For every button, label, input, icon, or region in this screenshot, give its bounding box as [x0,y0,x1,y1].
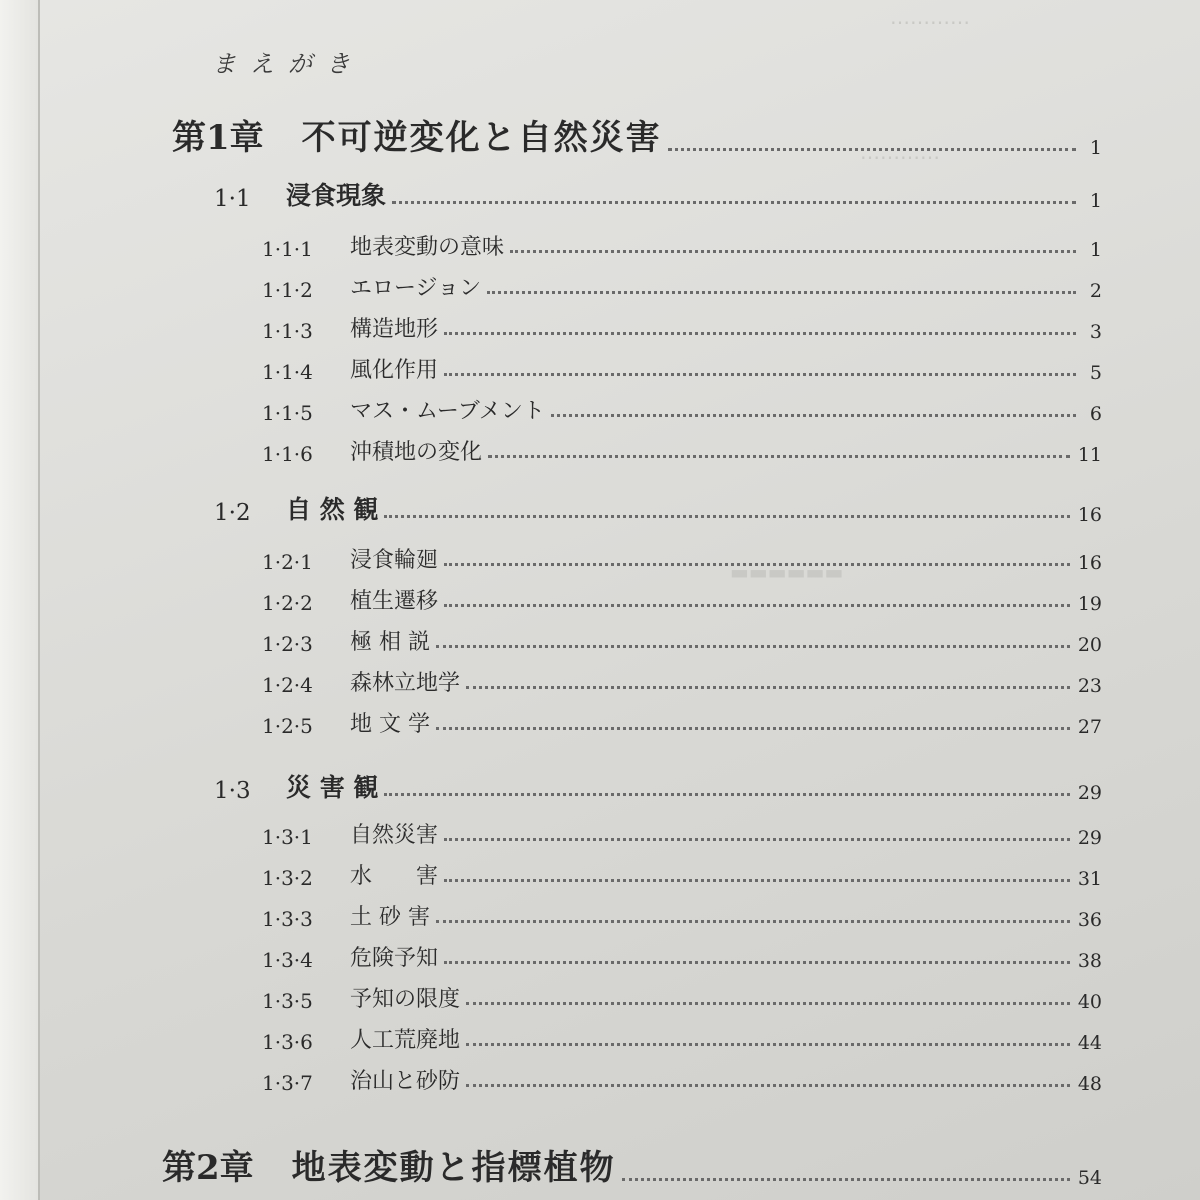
entry-page: 20 [1077,634,1102,656]
dot-leader [392,201,1076,204]
entry-page: 2 [1089,280,1102,302]
dot-leader [551,414,1076,417]
entry-page: 1 [1089,239,1102,261]
entry-page: 19 [1077,593,1102,615]
toc-subsection[interactable] [262,543,1102,574]
entry-title: 水 害 [350,864,439,889]
dot-leader [444,332,1076,335]
dot-leader [444,373,1076,376]
entry-number: 1·2·5 [262,714,313,738]
toc-subsection[interactable] [262,584,1102,615]
entry-title: 構造地形 [350,317,439,342]
entry-number: 1·3·4 [262,948,313,972]
toc-chapter-2[interactable] [162,1140,1102,1189]
toc-subsection[interactable] [262,982,1102,1013]
facing-page-edge [0,0,40,1200]
entry-number: 1·2·2 [262,591,313,615]
entry-title: 自然災害 [350,823,439,848]
toc-chapter-1[interactable] [172,110,1102,159]
entry-number: 1·3 [214,778,251,804]
entry-title: 地 文 学 [350,712,430,737]
dot-leader [436,920,1070,923]
entry-page: 23 [1077,675,1102,697]
toc-subsection[interactable] [262,859,1102,890]
entry-page: 11 [1077,444,1102,466]
dot-leader [488,455,1070,458]
entry-number: 1·1·2 [262,278,313,302]
toc-subsection[interactable] [262,900,1102,931]
toc-subsection[interactable] [262,941,1102,972]
entry-title: 地表変動と指標植物 [291,1148,616,1188]
toc-subsection[interactable] [262,1064,1102,1095]
entry-number: 1·1·6 [262,442,313,466]
dot-leader [668,148,1076,151]
dot-leader [466,1043,1070,1046]
dot-leader [466,1002,1070,1005]
entry-title: 極 相 説 [350,630,430,655]
entry-number: 1·3·6 [262,1030,313,1054]
entry-number: 1·2·4 [262,673,313,697]
entry-page: 44 [1077,1032,1102,1054]
entry-page: 3 [1089,321,1102,343]
entry-title: 災 害 観 [286,773,379,802]
entry-title: 植生遷移 [350,589,439,614]
toc-subsection[interactable] [262,435,1102,466]
entry-page: 1 [1089,190,1102,212]
toc-subsection[interactable] [262,666,1102,697]
entry-page: 54 [1077,1167,1102,1189]
toc-subsection[interactable] [262,1023,1102,1054]
entry-title: 浸食輪廻 [350,548,439,573]
bleed-through-text: ▬▬▬▬▬▬ [730,560,844,584]
dot-leader [510,250,1076,253]
toc-subsection[interactable] [262,394,1102,425]
dot-leader [466,1084,1070,1087]
entry-page: 16 [1077,552,1102,574]
toc-subsection[interactable] [262,353,1102,384]
dot-leader [622,1178,1070,1181]
dot-leader [444,961,1070,964]
dot-leader [466,686,1070,689]
toc-subsection[interactable] [262,818,1102,849]
preface-entry[interactable]: まえがき [212,50,364,78]
dot-leader [444,563,1070,566]
entry-title: エロージョン [350,276,482,301]
entry-page: 1 [1089,137,1102,159]
entry-title: 人工荒廃地 [350,1028,461,1053]
entry-page: 36 [1077,909,1102,931]
toc-subsection[interactable] [262,625,1102,656]
entry-page: 29 [1077,827,1102,849]
toc-subsection[interactable] [262,312,1102,343]
entry-title: 自 然 観 [286,495,379,524]
toc-section[interactable] [214,490,1102,526]
toc-subsection[interactable] [262,707,1102,738]
entry-page: 48 [1077,1073,1102,1095]
entry-page: 40 [1077,991,1102,1013]
entry-page: 6 [1089,403,1102,425]
entry-number: 1·1·5 [262,401,313,425]
bleed-through-text: ⋯⋯⋯⋯ [890,10,970,34]
entry-number: 1·1·4 [262,360,313,384]
entry-number: 1·3·5 [262,989,313,1013]
toc-subsection[interactable] [262,271,1102,302]
entry-title: 浸食現象 [286,181,387,210]
entry-title: 治山と砂防 [350,1069,461,1094]
entry-number: 第1章 [172,118,264,158]
dot-leader [436,727,1070,730]
dot-leader [444,604,1070,607]
dot-leader [384,793,1069,796]
dot-leader [444,838,1070,841]
entry-title: 予知の限度 [350,987,461,1012]
entry-number: 1·3·2 [262,866,313,890]
entry-title: 地表変動の意味 [350,235,505,260]
toc-section[interactable] [214,768,1102,804]
entry-number: 1·1·3 [262,319,313,343]
dot-leader [384,515,1069,518]
entry-number: 1·3·1 [262,825,313,849]
entry-number: 1·2·3 [262,632,313,656]
entry-page: 38 [1077,950,1102,972]
entry-page: 27 [1077,716,1102,738]
dot-leader [436,645,1070,648]
entry-page: 31 [1077,868,1102,890]
entry-title: 風化作用 [350,358,439,383]
entry-page: 16 [1077,504,1102,526]
dot-leader [444,879,1070,882]
entry-number: 1·1·1 [262,237,313,261]
entry-number: 1·2·1 [262,550,313,574]
entry-title: 危険予知 [350,946,439,971]
dot-leader [487,291,1076,294]
entry-page: 5 [1089,362,1102,384]
entry-number: 1·3·3 [262,907,313,931]
entry-title: 土 砂 害 [350,905,430,930]
entry-number: 第2章 [162,1148,254,1188]
entry-title: 森林立地学 [350,671,461,696]
entry-number: 1·1 [214,186,251,212]
entry-number: 1·2 [214,500,251,526]
entry-title: 沖積地の変化 [350,440,483,465]
entry-title: 不可逆変化と自然災害 [301,118,662,158]
entry-number: 1·3·7 [262,1071,313,1095]
bleed-through-text: ⋯⋯⋯⋯ [860,145,940,169]
toc-section[interactable] [214,176,1102,212]
toc-subsection[interactable] [262,230,1102,261]
entry-title: マス・ムーブメント [350,399,545,424]
entry-page: 29 [1077,782,1102,804]
